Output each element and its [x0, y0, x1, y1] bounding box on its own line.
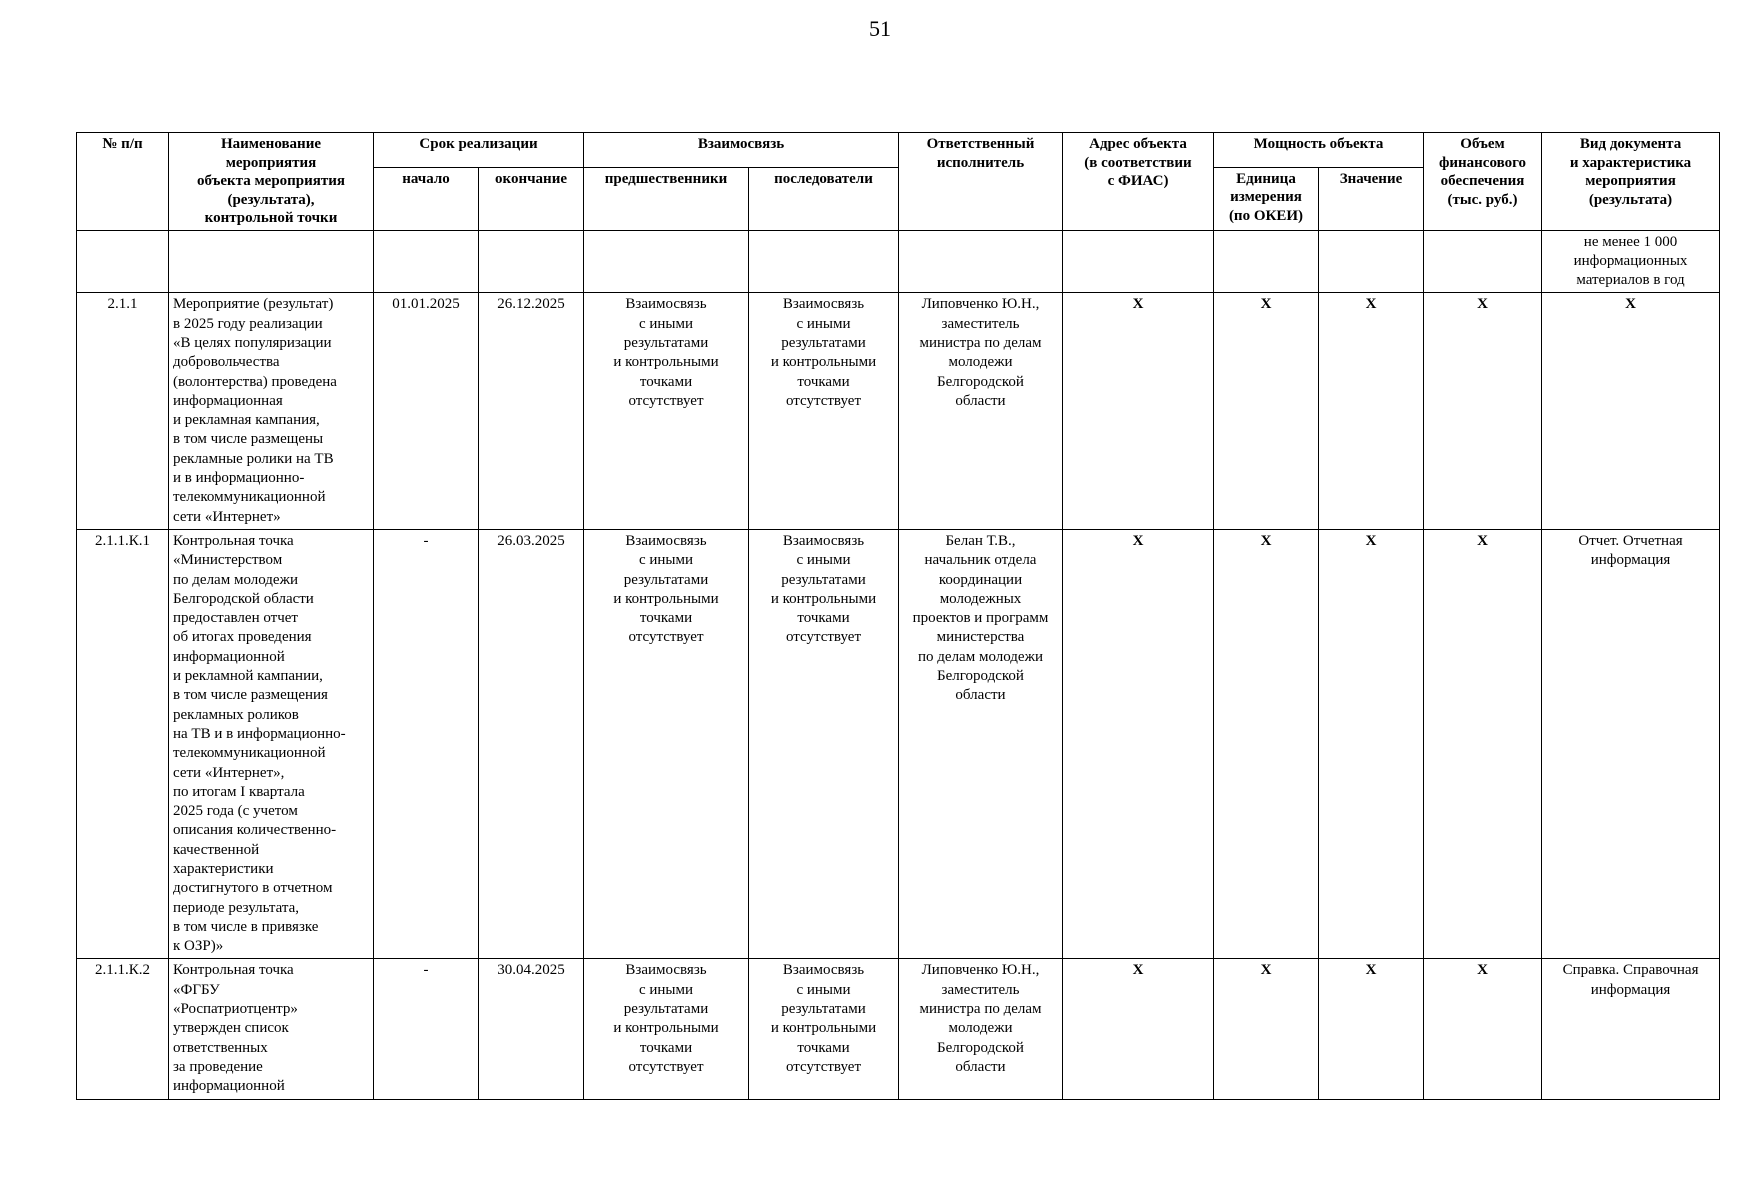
cell-financing: X — [1424, 529, 1542, 959]
cell-name: Контрольная точка «ФГБУ «Роспатриотцентр» утвержден список ответственных за проведение информационной — [169, 959, 374, 1099]
cell-value — [1319, 230, 1424, 293]
cell-num — [77, 230, 169, 293]
cell-end: 26.12.2025 — [479, 293, 584, 530]
cell-start: - — [374, 959, 479, 1099]
cell-financing: X — [1424, 293, 1542, 530]
col-header-predecessors: предшественники — [584, 167, 749, 230]
table-row — [77, 959, 1720, 1099]
col-header-link: Взаимосвязь — [584, 133, 899, 168]
cell-name: Мероприятие (результат) в 2025 году реализации «В целях популяризации добровольчества (волонтерства) проведена информационная и рекламная кампания, в том числе размещены рекламные ролики на ТВ и в информационно- телекоммуникационной сети «Интернет» — [169, 293, 374, 530]
cell-predecessors — [584, 230, 749, 293]
cell-end: 30.04.2025 — [479, 959, 584, 1099]
cell-start: 01.01.2025 — [374, 293, 479, 530]
cell-address: X — [1063, 293, 1214, 530]
cell-predecessors: Взаимосвязь с иными результатами и контрольными точками отсутствует — [584, 293, 749, 530]
cell-responsible — [899, 230, 1063, 293]
cell-end: 26.03.2025 — [479, 529, 584, 959]
cell-num: 2.1.1.К.2 — [77, 959, 169, 1099]
col-header-successors: последователи — [749, 167, 899, 230]
col-header-value: Значение — [1319, 167, 1424, 230]
cell-responsible: Липовченко Ю.Н., заместитель министра по делам молодежи Белгородской области — [899, 959, 1063, 1099]
col-header-responsible: Ответственный исполнитель — [899, 133, 1063, 231]
cell-document: не менее 1 000 информационных материалов в год — [1542, 230, 1720, 293]
cell-name — [169, 230, 374, 293]
cell-predecessors: Взаимосвязь с иными результатами и контрольными точками отсутствует — [584, 529, 749, 959]
cell-end — [479, 230, 584, 293]
table-row — [77, 293, 1720, 530]
cell-financing: X — [1424, 959, 1542, 1099]
col-header-address: Адрес объекта (в соответствии с ФИАС) — [1063, 133, 1214, 231]
cell-address: X — [1063, 959, 1214, 1099]
cell-financing — [1424, 230, 1542, 293]
col-header-end: окончание — [479, 167, 584, 230]
table-row — [77, 529, 1720, 959]
cell-unit — [1214, 230, 1319, 293]
cell-document: Справка. Справочная информация — [1542, 959, 1720, 1099]
col-header-term: Срок реализации — [374, 133, 584, 168]
cell-num: 2.1.1.К.1 — [77, 529, 169, 959]
cell-address: X — [1063, 529, 1214, 959]
cell-successors: Взаимосвязь с иными результатами и контрольными точками отсутствует — [749, 293, 899, 530]
cell-predecessors: Взаимосвязь с иными результатами и контрольными точками отсутствует — [584, 959, 749, 1099]
cell-value: X — [1319, 529, 1424, 959]
table-row — [77, 230, 1720, 293]
cell-unit: X — [1214, 529, 1319, 959]
cell-document: X — [1542, 293, 1720, 530]
cell-successors: Взаимосвязь с иными результатами и контрольными точками отсутствует — [749, 529, 899, 959]
cell-unit: X — [1214, 293, 1319, 530]
header-row-1 — [77, 133, 1720, 168]
col-header-num: № п/п — [77, 133, 169, 231]
cell-value: X — [1319, 293, 1424, 530]
cell-unit: X — [1214, 959, 1319, 1099]
col-header-power: Мощность объекта — [1214, 133, 1424, 168]
cell-name: Контрольная точка «Министерством по делам молодежи Белгородской области предоставлен отчет об итогах проведения информационной и рекламной кампании, в том числе размещения рекламных роликов на ТВ и в информационно- телекоммуникационной сети «Интернет», по итогам I квартала 2025 года (с учетом описания количественно- качественной характеристики достигнутого в отчетном периоде результата, в том числе в привязке к ОЗР)» — [169, 529, 374, 959]
page-number: 51 — [869, 16, 891, 41]
cell-successors: Взаимосвязь с иными результатами и контрольными точками отсутствует — [749, 959, 899, 1099]
cell-responsible: Белан Т.В., начальник отдела координации молодежных проектов и программ министерства по делам молодежи Белгородской области — [899, 529, 1063, 959]
col-header-financing: Объем финансового обеспечения (тыс. руб.) — [1424, 133, 1542, 231]
cell-document: Отчет. Отчетная информация — [1542, 529, 1720, 959]
col-header-start: начало — [374, 167, 479, 230]
col-header-unit: Единица измерения (по ОКЕИ) — [1214, 167, 1319, 230]
cell-value: X — [1319, 959, 1424, 1099]
col-header-name: Наименование мероприятия объекта мероприятия (результата), контрольной точки — [169, 133, 374, 231]
cell-num: 2.1.1 — [77, 293, 169, 530]
plan-table — [76, 132, 1720, 1100]
cell-responsible: Липовченко Ю.Н., заместитель министра по делам молодежи Белгородской области — [899, 293, 1063, 530]
col-header-document: Вид документа и характеристика мероприятия (результата) — [1542, 133, 1720, 231]
cell-address — [1063, 230, 1214, 293]
cell-start: - — [374, 529, 479, 959]
cell-successors — [749, 230, 899, 293]
cell-start — [374, 230, 479, 293]
